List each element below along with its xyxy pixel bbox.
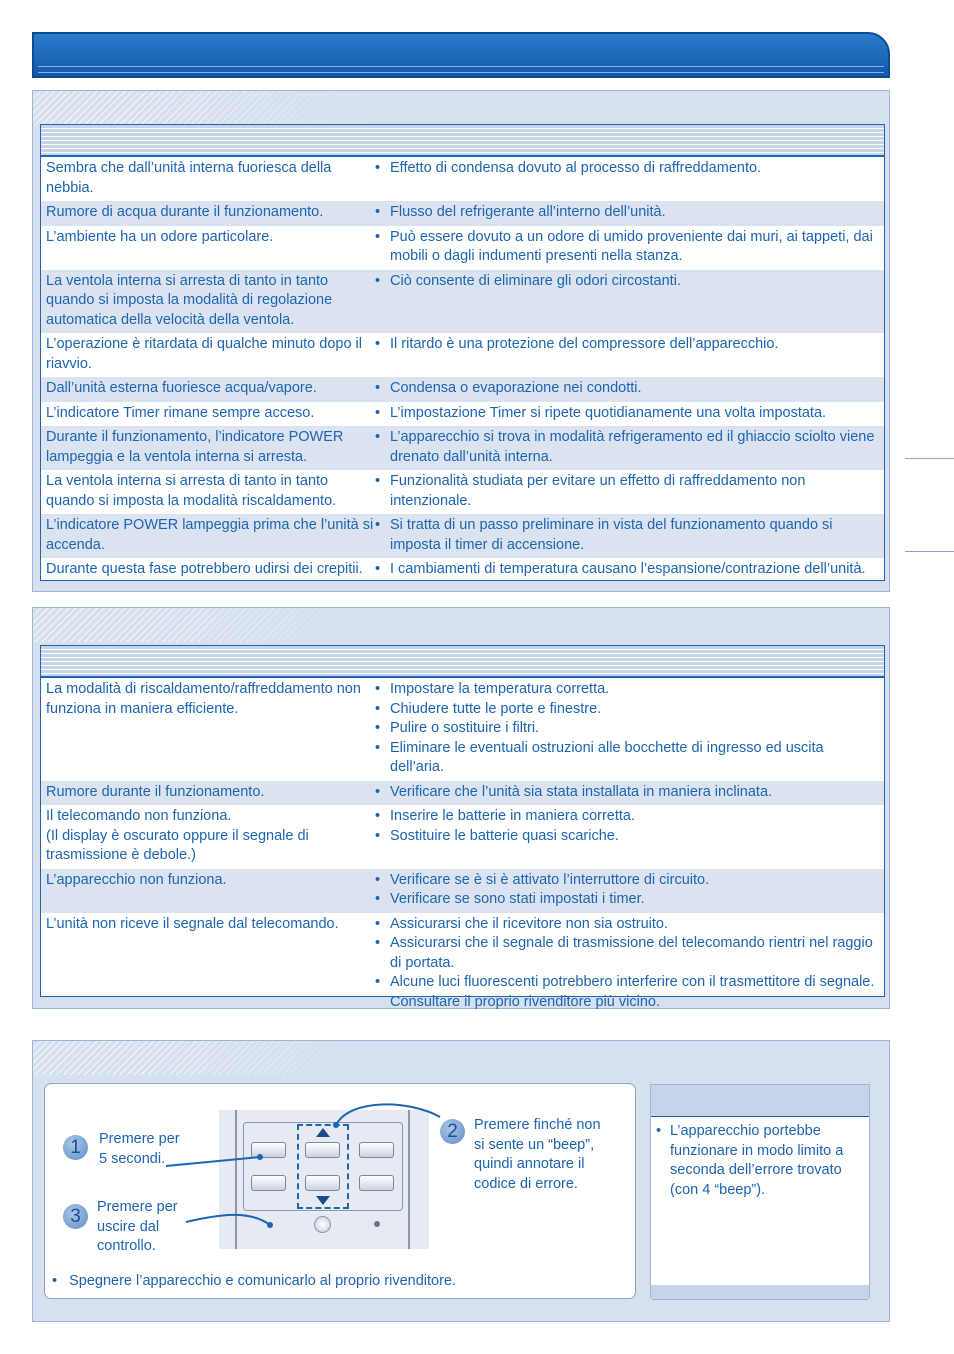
bullet: • [52, 1273, 58, 1289]
symptom-cell: La ventola interna si arresta di tanto in tanto quando si imposta la modalità di regolazione automatica della velocità della ventola. [46, 272, 333, 328]
symptom-cell: Dall’unità esterna fuoriesce acqua/vapore. [46, 380, 317, 396]
symptom-cell: Il telecomando non funziona. (Il display è oscurato oppure il segnale di trasmissione è debole.) [46, 808, 309, 863]
step-1-text: Premere per 5 secondi. [99, 1131, 180, 1167]
symptom-cell: Durante il funzionamento, l’indicatore POWER lampeggia e la ventola interna si arresta. [46, 429, 344, 465]
symptom-cell: L’apparecchio non funziona. [46, 871, 227, 888]
symptom-cell: Rumore di acqua durante il funzionamento. [46, 204, 324, 220]
symptom-cell: La ventola interna si arresta di tanto in tanto quando si imposta la modalità riscaldamento. [46, 473, 337, 509]
symptom-cell: Durante questa fase potrebbero udirsi dei crepitii. [46, 561, 363, 577]
cause-item: • Ciò consente di eliminare gli odori circostanti. [375, 272, 880, 292]
step-1-badge: 1 [63, 1135, 88, 1160]
symptom-cell: L’operazione è ritardata di qualche minuto dopo il riavvio. [46, 336, 362, 372]
cause-item: • Può essere dovuto a un odore di umido proveniente dai muri, ai tappeti, dai mobili o dagli indumenti presenti nella stanza. [375, 228, 880, 267]
cause-item: • Il ritardo è una protezione del compressore dell’apparecchio. [375, 335, 880, 355]
cause-item: • Chiudere tutte le porte e finestre. [375, 700, 880, 720]
cause-item: • Eliminare le eventuali ostruzioni alle bocchette di ingresso ed uscita dell’aria. [375, 739, 880, 778]
step-2-badge: 2 [440, 1119, 465, 1144]
cause-item: • Inserire le batterie in maniera corretta. [375, 807, 880, 827]
symptom-cell: La modalità di riscaldamento/raffreddamento non funziona in maniera efficiente. [46, 681, 361, 717]
cause-item: • Verificare se sono stati impostati i timer. [375, 890, 880, 910]
step-2-text: Premere finché non si sente un “beep”, quindi annotare il codice di errore. [474, 1117, 601, 1192]
cause-item: • Condensa o evaporazione nei condotti. [375, 379, 880, 399]
cause-item: • Pulire o sostituire i filtri. [375, 719, 880, 739]
cause-item: • Assicurarsi che il ricevitore non sia ostruito. [375, 915, 880, 935]
step-3-badge: 3 [63, 1204, 88, 1229]
side-note-list [651, 1117, 869, 1200]
side-note-header [651, 1085, 869, 1117]
side-note-box [650, 1084, 870, 1300]
symptom-cell: L’indicatore POWER lampeggia prima che l’unità si accenda. [46, 517, 374, 553]
cause-item: • Sostituire le batterie quasi scariche. [375, 827, 880, 847]
cause-item: • Verificare se è si è attivato l’interruttore di circuito. [375, 871, 880, 891]
cause-item: • L’impostazione Timer si ripete quotidianamente una volta impostata. [375, 404, 880, 424]
cause-item: • Effetto di condensa dovuto al processo di raffreddamento. [375, 159, 880, 179]
cause-item: • L’apparecchio si trova in modalità refrigeramento ed il ghiaccio sciolto viene drenato dall’unità interna. [375, 428, 880, 467]
cause-item: • Si tratta di un passo preliminare in vista del funzionamento quando si imposta il timer di accensione. [375, 516, 880, 555]
cause-item: • Impostare la temperatura corretta. [375, 680, 880, 700]
cause-item: • Assicurarsi che il segnale di trasmissione del telecomando rientri nel raggio di portata. [375, 934, 880, 973]
cause-item: • Funzionalità studiata per evitare un effetto di raffreddamento non intenzionale. [375, 472, 880, 511]
symptom-cell: Sembra che dall’unità interna fuoriesca della nebbia. [46, 160, 332, 196]
diagnosis-note-text: Spegnere l’apparecchio e comunicarlo al proprio rivenditore. [69, 1273, 456, 1289]
symptom-cell: L’indicatore Timer rimane sempre acceso. [46, 404, 315, 421]
symptom-cell: Rumore durante il funzionamento. [46, 783, 265, 800]
symptom-cell: L’unità non riceve il segnale dal telecomando. [46, 915, 339, 932]
step-3-text: Premere per uscire dal controllo. [97, 1199, 178, 1254]
diagnosis-note [52, 1272, 456, 1292]
cause-item: • Flusso del refrigerante all’interno dell’unità. [375, 203, 880, 223]
side-note-footer [651, 1285, 869, 1299]
symptom-cell: L’ambiente ha un odore particolare. [46, 228, 274, 245]
cause-item: • Alcune luci fluorescenti potrebbero interferire con il trasmettitore di segnale. Consultare il proprio rivenditore più vicino. [375, 973, 880, 1012]
side-note-item: • L’apparecchio portebbe funzionare in modo limito a seconda dell’errore trovato (con 4 “beep”). [656, 1122, 865, 1200]
cause-item: • Verificare che l’unità sia stata installata in maniera inclinata. [375, 783, 880, 803]
cause-item: • I cambiamenti di temperatura causano l’espansione/contrazione dell’unità. [375, 560, 880, 580]
